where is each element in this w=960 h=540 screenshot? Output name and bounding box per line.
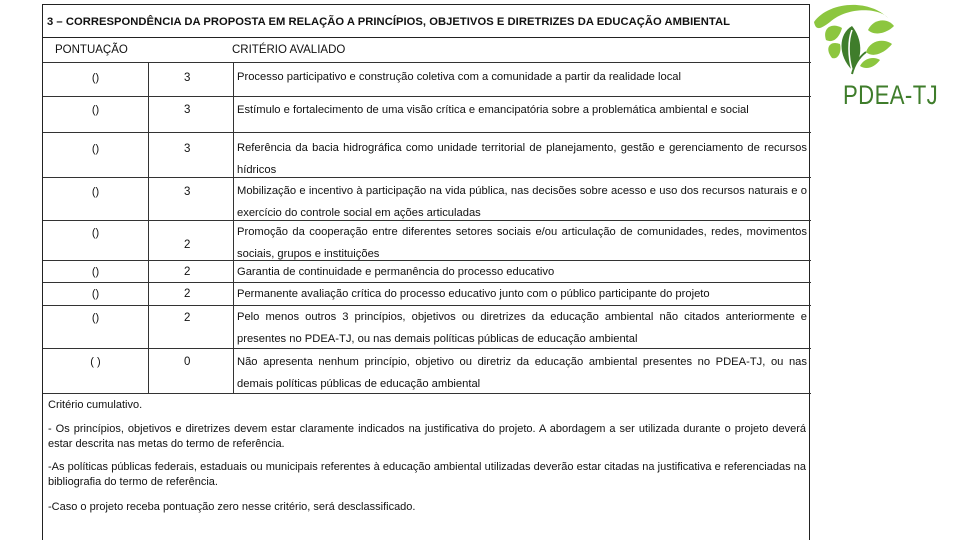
logo-wordmark: PDEA-TJ (843, 80, 939, 110)
row-criterion-text: Promoção da cooperação entre diferentes setores sociais e/ou articulação de comunidades, redes, movimentos sociais, grupos e instituições (237, 226, 807, 260)
header-pontuacao: PONTUAÇÃO (55, 44, 128, 56)
row-criterion-text: Estímulo e fortalecimento de uma visão crítica e emancipatória sobre a problemática ambiental e social (237, 104, 749, 116)
table-row (43, 348, 811, 393)
row-criterion-text: Referência da bacia hidrográfica como unidade territorial de planejamento, gestão e gerenciamento de recursos hídricos (237, 142, 807, 176)
row-criterion-text: Garantia de continuidade e permanência do processo educativo (237, 266, 555, 278)
row-checkbox[interactable]: () (91, 186, 100, 198)
row-criterion-text: Processo participativo e construção coletiva com a comunidade a partir da realidade local (237, 71, 682, 83)
row-checkbox[interactable]: () (91, 312, 100, 324)
table-row (43, 282, 811, 305)
row-checkbox[interactable]: () (91, 72, 100, 84)
row-score: 2 (184, 288, 191, 300)
row-checkbox[interactable]: ( ) (90, 356, 101, 368)
row-checkbox[interactable]: () (91, 104, 100, 116)
section-title: 3 – CORRESPONDÊNCIA DA PROPOSTA EM RELAÇÃO A PRINCÍPIOS, OBJETIVOS E DIRETRIZES DA EDUCAÇÃO AMBIENTAL (47, 16, 730, 28)
table-bottom-divider (43, 393, 811, 394)
table-row (43, 132, 811, 177)
row-criterion-text: Permanente avaliação crítica do processo educativo junto com o público participante do projeto (237, 288, 710, 300)
row-checkbox[interactable]: () (91, 288, 100, 300)
title-divider (43, 37, 809, 38)
table-row (43, 220, 811, 260)
row-score: 0 (184, 356, 191, 368)
header-criterio: CRITÉRIO AVALIADO (232, 44, 346, 56)
row-criterion-text: Pelo menos outros 3 princípios, objetivos ou diretrizes da educação ambiental não citados anteriormente e presentes no PDEA-TJ, ou nas demais políticas públicas de educação ambiental (237, 311, 807, 345)
row-score: 3 (184, 186, 191, 198)
table-row (43, 177, 811, 220)
row-score: 2 (184, 266, 191, 278)
table-row (43, 305, 811, 348)
row-checkbox[interactable]: () (91, 143, 100, 155)
row-score: 3 (184, 104, 191, 116)
row-score: 3 (184, 72, 191, 84)
row-checkbox[interactable]: () (91, 266, 100, 278)
row-score: 3 (184, 143, 191, 155)
row-score: 2 (184, 239, 191, 251)
note-item: - Os princípios, objetivos e diretrizes devem estar claramente indicados na justificativa do projeto. A abordagem a ser utilizada durante o projeto deverá estar descrita nas metas do termo de referência. (48, 423, 806, 450)
row-checkbox[interactable]: () (91, 227, 100, 239)
notes-heading: Critério cumulativo. (48, 399, 143, 411)
note-item: -As políticas públicas federais, estaduais ou municipais referentes à educação ambiental utilizadas deverão estar citadas na justificativa e referenciadas na bibliografia do termo de referência. (48, 461, 806, 488)
table-row (43, 260, 811, 282)
note-item: -Caso o projeto receba pontuação zero nesse critério, será desclassificado. (48, 501, 416, 513)
table-row (43, 62, 811, 96)
row-score: 2 (184, 312, 191, 324)
row-criterion-text: Não apresenta nenhum princípio, objetivo ou diretriz da educação ambiental presentes no PDEA-TJ, ou nas demais políticas públicas de educação ambiental (237, 356, 807, 390)
row-criterion-text: Mobilização e incentivo à participação na vida pública, nas decisões sobre acesso e uso dos recursos naturais e o exercício do controle social em ações articuladas (237, 185, 807, 219)
table-row (43, 96, 811, 132)
